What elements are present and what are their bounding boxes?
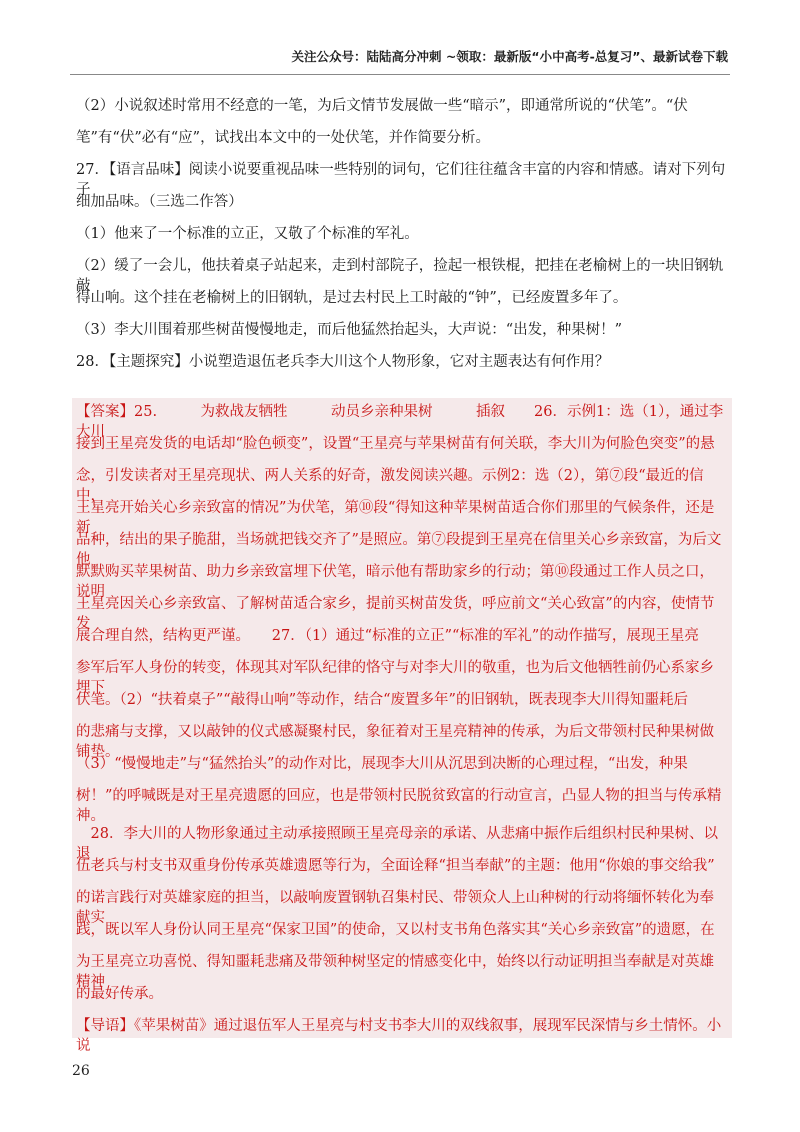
question-28: 28．【主题探究】小说塑造退伍老兵李大川这个人物形象，它对主题表达有何作用？: [76, 354, 610, 370]
answer-line: 王星亮开始关心乡亲致富的情况”为伏笔，第⑩段“得知这种苹果树苗适合你们那里的气候条件，还是新: [76, 500, 715, 536]
answer-line: 参军后军人身份的转变，体现其对军队纪律的恪守与对李大川的敬重，也为后文他牺牲前仍心系家乡埋下: [76, 660, 714, 696]
answer-line: 王星亮因关心乡亲致富、了解树苗适合家乡，提前买树苗发货，呼应前文“关心致富”的内容，使情节发: [76, 596, 715, 632]
answer-line: （3）“慢慢地走”与“猛然抬头”的动作对比，展现李大川从沉思到决断的心理过程，“出发，种果: [76, 756, 688, 772]
answer-line: 为王星亮立功喜悦、得知噩耗悲痛及带领种树坚定的情感变化中，始终以行动证明担当奉献是对英雄精神: [76, 954, 714, 990]
answer-line: 树！”的呼喊既是对王星亮遗愿的回应，也是带领村民脱贫致富的行动宣言，凸显人物的担当与传承精神。: [76, 788, 722, 824]
answer-line: 接到王星亮发货的电话却“脸色顿变”，设置“王星亮与苹果树苗有何关联，李大川为何脸色突变”的悬: [76, 436, 715, 452]
answer-line: 【答案】25. 为救战友牺牲 动员乡亲种果树 插叙 26．示例1：选（1），通过李大川: [76, 404, 724, 440]
question-27-1: （1）他来了一个标准的立正，又敬了个标准的军礼。: [76, 226, 419, 242]
answer-line: 展合理自然，结构更严谨。 27．（1）通过“标准的立正”“标准的军礼”的动作描写，展现王星亮: [76, 628, 699, 644]
page-header: 关注公众号：陆陆高分冲刺 ~领取：最新版“小中高考-总复习”、最新试卷下载: [291, 49, 728, 64]
question-27-2-line2: 得山响。这个挂在老榆树上的旧钢轨，是过去村民上工时敲的“钟”，已经废置多年了。: [76, 290, 628, 306]
header-divider: [70, 74, 730, 75]
question-27-2-line1: （2）缓了一会儿，他扶着桌子站起来，走到村部院子，捡起一根铁棍，把挂在老榆树上的一块旧钢轨敲: [76, 258, 724, 294]
page-number: 26: [72, 1063, 90, 1079]
answer-line: 【导语】《苹果树苗》通过退伍军人王星亮与村支书李大川的双线叙事，展现军民深情与乡土情怀。小说: [76, 1018, 722, 1054]
answer-line: 的诺言践行对英雄家庭的担当，以敲响废置钢轨召集村民、带领众人上山种树的行动将缅怀转化为奉献实: [76, 890, 714, 926]
question-27-line1: 27．【语言品味】阅读小说要重视品味一些特别的词句，它们往往蕴含丰富的内容和情感。请对下列句子: [76, 162, 726, 198]
answer-line: 的悲痛与支撑，又以敲钟的仪式感凝聚村民，象征着对王星亮精神的传承，为后文带领村民种果树做铺垫。: [76, 724, 714, 760]
answer-line: 伏笔。（2）“扶着桌子”“敲得山响”等动作，结合“废置多年”的旧钢轨，既表现李大川得知噩耗后: [76, 692, 688, 708]
answer-line: 默默购买苹果树苗、助力乡亲致富埋下伏笔，暗示他有帮助家乡的行动；第⑩段通过工作人员之口，说明: [76, 564, 714, 600]
question-27-3: （3）李大川围着那些树苗慢慢地走，而后他猛然抬起头，大声说：“出发，种果树！”: [76, 322, 623, 338]
answer-line: 品种，结出的果子脆甜，当场就把钱交齐了”是照应。第⑦段提到王星亮在信里关心乡亲致富，为后文他: [76, 532, 722, 568]
answer-line: 践，既以军人身份认同王星亮“保家卫国”的使命，又以村支书角色落实其“关心乡亲致富”的遗愿，在: [76, 922, 715, 938]
answer-line: 伍老兵与村支书双重身份传承英雄遗愿等行为，全面诠释“担当奉献”的主题：他用“你娘的事交给我”: [76, 858, 715, 874]
answer-line: 28．李大川的人物形象通过主动承接照顾王星亮母亲的承诺、从悲痛中振作后组织村民种果树、以退: [76, 826, 718, 862]
question-26-2-line2: 笔”有“伏”必有“应”，试找出本文中的一处伏笔，并作简要分析。: [76, 130, 491, 146]
question-26-2-line1: （2）小说叙述时常用不经意的一笔，为后文情节发展做一些“暗示”，即通常所说的“伏笔”。“伏: [76, 98, 688, 114]
answer-line: 念，引发读者对王星亮现状、两人关系的好奇，激发阅读兴趣。示例2：选（2），第⑦段“最近的信中，: [76, 468, 704, 504]
answer-line: 的最好传承。: [76, 986, 163, 1002]
question-27-line2: 细加品味。（三选二作答）: [76, 194, 243, 210]
